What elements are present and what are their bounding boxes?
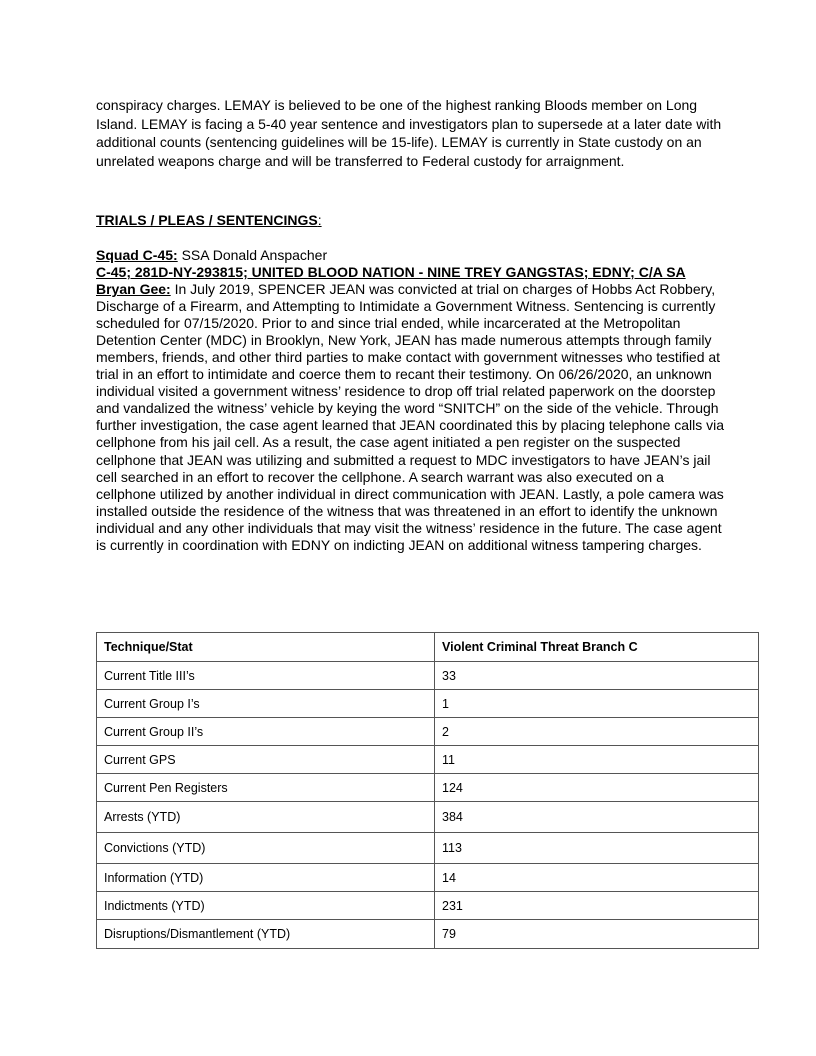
- table-row: [97, 920, 759, 949]
- table-cell-stat: Arrests (YTD): [97, 802, 435, 833]
- table-cell-value: 1: [435, 690, 759, 718]
- table-row: [97, 774, 759, 802]
- table-cell-value: 231: [435, 892, 759, 920]
- table-cell-stat: Information (YTD): [97, 864, 435, 892]
- section-heading-colon: :: [317, 212, 322, 228]
- table-header-cell: Technique/Stat: [97, 633, 435, 662]
- table-row: [97, 864, 759, 892]
- table-cell-stat: Current Title III’s: [97, 662, 435, 690]
- table-cell-value: 2: [435, 718, 759, 746]
- stats-table: [96, 632, 759, 949]
- table-cell-stat: Indictments (YTD): [97, 892, 435, 920]
- case-paragraph: [96, 264, 726, 554]
- table-cell-value: 33: [435, 662, 759, 690]
- table-cell-value: 11: [435, 746, 759, 774]
- table-cell-stat: Current GPS: [97, 746, 435, 774]
- table-cell-value: 113: [435, 833, 759, 864]
- table-cell-stat: Disruptions/Dismantlement (YTD): [97, 920, 435, 949]
- table-cell-value: 124: [435, 774, 759, 802]
- squad-supervisor: SSA Donald Anspacher: [177, 247, 328, 263]
- case-body: In July 2019, SPENCER JEAN was convicted at trial on charges of Hobbs Act Robbery, Discharge of a Firearm, and Attempting to Intimidate a Government Witness. Sentencing is currently scheduled for 07/15/2020. Prior to and since trial ended, while incarcerated at the Metropolitan Detention Center (MDC) in Brooklyn, New York, JEAN has made numerous attempts through family members, friends, and other third parties to make contact with government witnesses who testified at trial in an effort to intimidate and coerce them to recant their testimony. On 06/26/2020, an unknown individual visited a government witness’ residence to drop off trial related paperwork on the doorstep and vandalized the witness’ vehicle by keying the word “SNITCH” on the side of the vehicle. Through further investigation, the case agent learned that JEAN coordinated this by placing telephone calls via cellphone from his jail cell. As a result, the case agent initiated a pen register on the suspected cellphone that JEAN was utilizing and submitted a request to MDC investigators to have JEAN’s jail cell searched in an effort to recover the cellphone. A search warrant was also executed on a cellphone utilized by another individual in direct communication with JEAN. Lastly, a pole camera was installed outside the residence of the witness that was threatened in an effort to identify the unknown individual and any other individuals that may visit the witness’ residence in the future. The case agent is currently in coordination with EDNY on indicting JEAN on additional witness tampering charges.: [96, 281, 725, 553]
- table-cell-stat: Current Group II’s: [97, 718, 435, 746]
- table-row: [97, 802, 759, 833]
- table-cell-value: 384: [435, 802, 759, 833]
- table-header-row: [97, 633, 759, 662]
- table-header-cell: Violent Criminal Threat Branch C: [435, 633, 759, 662]
- table-row: [97, 892, 759, 920]
- squad-label: Squad C-45:: [96, 247, 178, 263]
- table-row: [97, 833, 759, 864]
- table-row: [97, 718, 759, 746]
- table-cell-stat: Current Pen Registers: [97, 774, 435, 802]
- case-title: C-45; 281D-NY-293815; UNITED BLOOD NATION - NINE TREY GANGSTAS; EDNY; C/A SA Bryan Gee:: [96, 264, 686, 298]
- squad-line: [96, 247, 327, 264]
- table-cell-stat: Convictions (YTD): [97, 833, 435, 864]
- table-row: [97, 746, 759, 774]
- section-heading: [96, 212, 322, 228]
- intro-paragraph: conspiracy charges. LEMAY is believed to be one of the highest ranking Bloods member on Long Island. LEMAY is facing a 5-40 year sentence and investigators plan to supersede at a later date with additional counts (sentencing guidelines will be 15-life). LEMAY is currently in State custody on an unrelated weapons charge and will be transferred to Federal custody for arraignment.: [96, 97, 722, 169]
- table-row: [97, 690, 759, 718]
- table-cell-value: 14: [435, 864, 759, 892]
- table-cell-stat: Current Group I’s: [97, 690, 435, 718]
- table-cell-value: 79: [435, 920, 759, 949]
- table-row: [97, 662, 759, 690]
- section-heading-text: TRIALS / PLEAS / SENTENCINGS: [96, 212, 318, 228]
